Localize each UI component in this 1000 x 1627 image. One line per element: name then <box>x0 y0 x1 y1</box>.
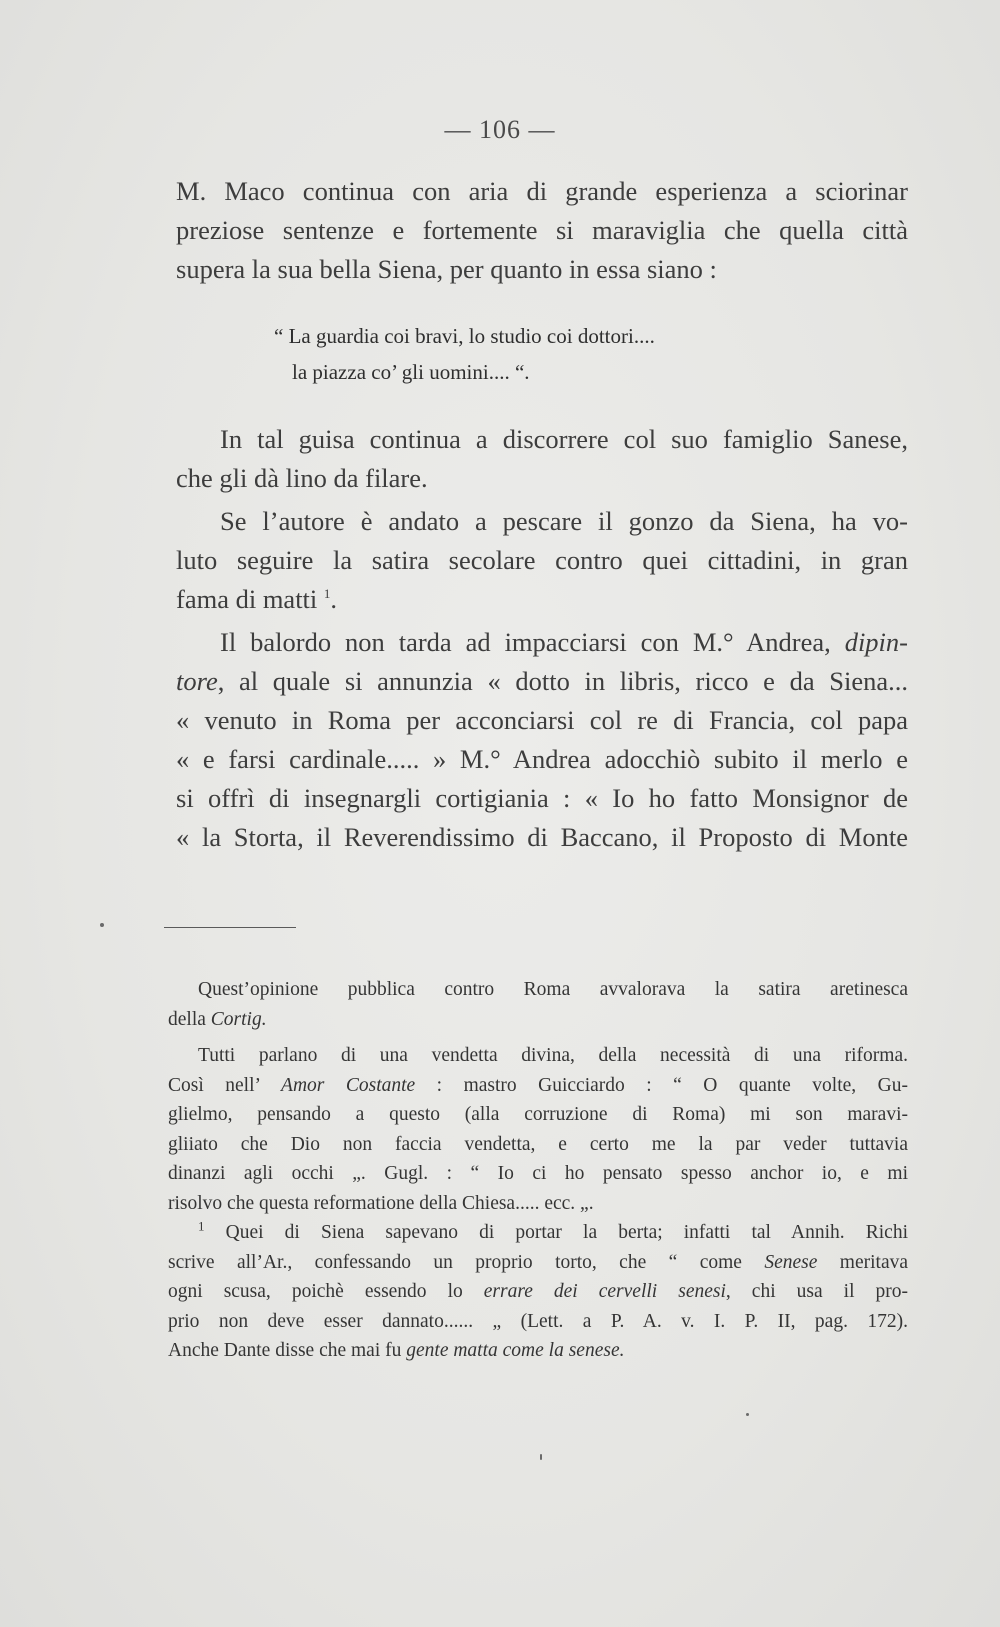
verse-line: “ La guardia coi bravi, lo studio coi dottori.... <box>274 324 655 348</box>
text-fragment: scrive all’Ar., confessando un proprio torto, che “ come <box>168 1251 765 1273</box>
text-line: luto seguire la satira secolare contro quei cittadini, in gran <box>176 545 908 575</box>
paragraph-1 <box>176 172 908 289</box>
footnote-marker: 1 <box>323 586 331 602</box>
italic-fragment: Amor Costante <box>281 1074 416 1096</box>
footnote-line: risolvo che questa reformatione della Chiesa..... ecc. „. <box>168 1192 594 1214</box>
italic-fragment: Senese <box>764 1251 818 1273</box>
text-fragment: meritava <box>817 1251 909 1273</box>
text-line: si offrì di insegnargli cortigiania : « Io ho fatto Monsignor de <box>176 783 908 813</box>
footnotes <box>168 975 908 1366</box>
text-fragment: della <box>168 1008 211 1030</box>
text-fragment: : mastro Guicciardo : “ O quante volte, Gu- <box>415 1074 908 1096</box>
paragraph-2 <box>176 420 908 498</box>
text-fragment: Il balordo non tarda ad impacciarsi con M.° Andrea, <box>220 627 845 657</box>
text-line: supera la sua bella Siena, per quanto in essa siano : <box>176 254 717 284</box>
footnote-marker: 1 <box>198 1218 205 1234</box>
paragraph-4 <box>176 623 908 857</box>
italic-fragment: gente matta come la senese. <box>406 1340 625 1361</box>
text-line: « la Storta, il Reverendissimo di Baccano, il Proposto di Monte <box>176 822 908 852</box>
verse-quote <box>274 318 908 390</box>
footnote-line: prio non deve esser dannato...... „ (Lett. a P. A. v. I. P. II, pag. 172). <box>168 1310 908 1332</box>
text-fragment: Quei di Siena sapevano di portar la berta; infatti tal Annih. Richi <box>204 1222 908 1243</box>
footnote-1 <box>168 1218 908 1366</box>
footnote-line: Quest’opinione pubblica contro Roma avvalorava la satira aretinesca <box>198 979 908 1000</box>
footnote-continued <box>168 975 908 1034</box>
footnote-line <box>168 1277 908 1307</box>
italic-fragment: Cortig. <box>210 1008 267 1030</box>
text-line: Se l’autore è andato a pescare il gonzo da Siena, ha vo- <box>220 506 908 536</box>
text-fragment: Anche Dante disse che mai fu <box>168 1340 407 1361</box>
italic-fragment: dipin- <box>844 627 908 657</box>
footnote-paragraph <box>168 1041 908 1218</box>
italic-fragment: tore <box>176 666 218 696</box>
text-fragment: fama di matti <box>176 584 318 614</box>
footnote-line: Tutti parlano di una vendetta divina, della necessità di una riforma. <box>198 1045 908 1066</box>
main-text <box>176 172 908 857</box>
footnote-line <box>168 1071 908 1101</box>
text-line: preziose sentenze e fortemente si maraviglia che quella città <box>176 215 908 245</box>
text-line: « e farsi cardinale..... » M.° Andrea adocchiò subito il merlo e <box>176 744 908 774</box>
print-speck <box>100 923 104 927</box>
footnote-line: gliiato che Dio non faccia vendetta, e certo me la par veder tuttavia <box>168 1133 908 1155</box>
footnote-line <box>168 1218 908 1248</box>
text-line: M. Maco continua con aria di grande esperienza a sciorinar <box>176 176 908 206</box>
text-line <box>176 623 908 662</box>
footnote-line <box>168 1248 908 1278</box>
text-fragment: Così nell’ <box>168 1074 282 1096</box>
footnote-line <box>168 1005 908 1035</box>
text-fragment: , chi usa il pro- <box>725 1281 908 1302</box>
page-number: — 106 — <box>444 115 556 144</box>
italic-fragment: errare dei cervelli senesi <box>483 1281 726 1302</box>
text-fragment: ogni scusa, poichè essendo lo <box>168 1281 484 1302</box>
text-line <box>176 662 908 701</box>
footnote-separator <box>164 927 296 928</box>
print-speck <box>746 1413 749 1416</box>
footnote-line: glielmo, pensando a questo (alla corruzione di Roma) mi son maravi- <box>168 1104 908 1125</box>
paragraph-3 <box>176 502 908 619</box>
text-fragment: . <box>330 584 338 614</box>
verse-line: la piazza co’ gli uomini.... “. <box>292 360 530 384</box>
text-line <box>176 580 908 619</box>
footnote-line <box>168 1336 908 1366</box>
text-line: « venuto in Roma per acconciarsi col re di Francia, col papa <box>176 705 908 735</box>
text-line: che gli dà lino da filare. <box>176 463 428 493</box>
text-fragment: , al quale si annunzia « dotto in libris, ricco e da Siena... <box>217 666 908 696</box>
footnote-line: dinanzi agli occhi „. Gugl. : “ Io ci ho pensato spesso anchor io, e mi <box>168 1163 908 1184</box>
text-line: In tal guisa continua a discorrere col suo famiglio Sanese, <box>220 424 908 454</box>
print-speck <box>540 1454 542 1460</box>
